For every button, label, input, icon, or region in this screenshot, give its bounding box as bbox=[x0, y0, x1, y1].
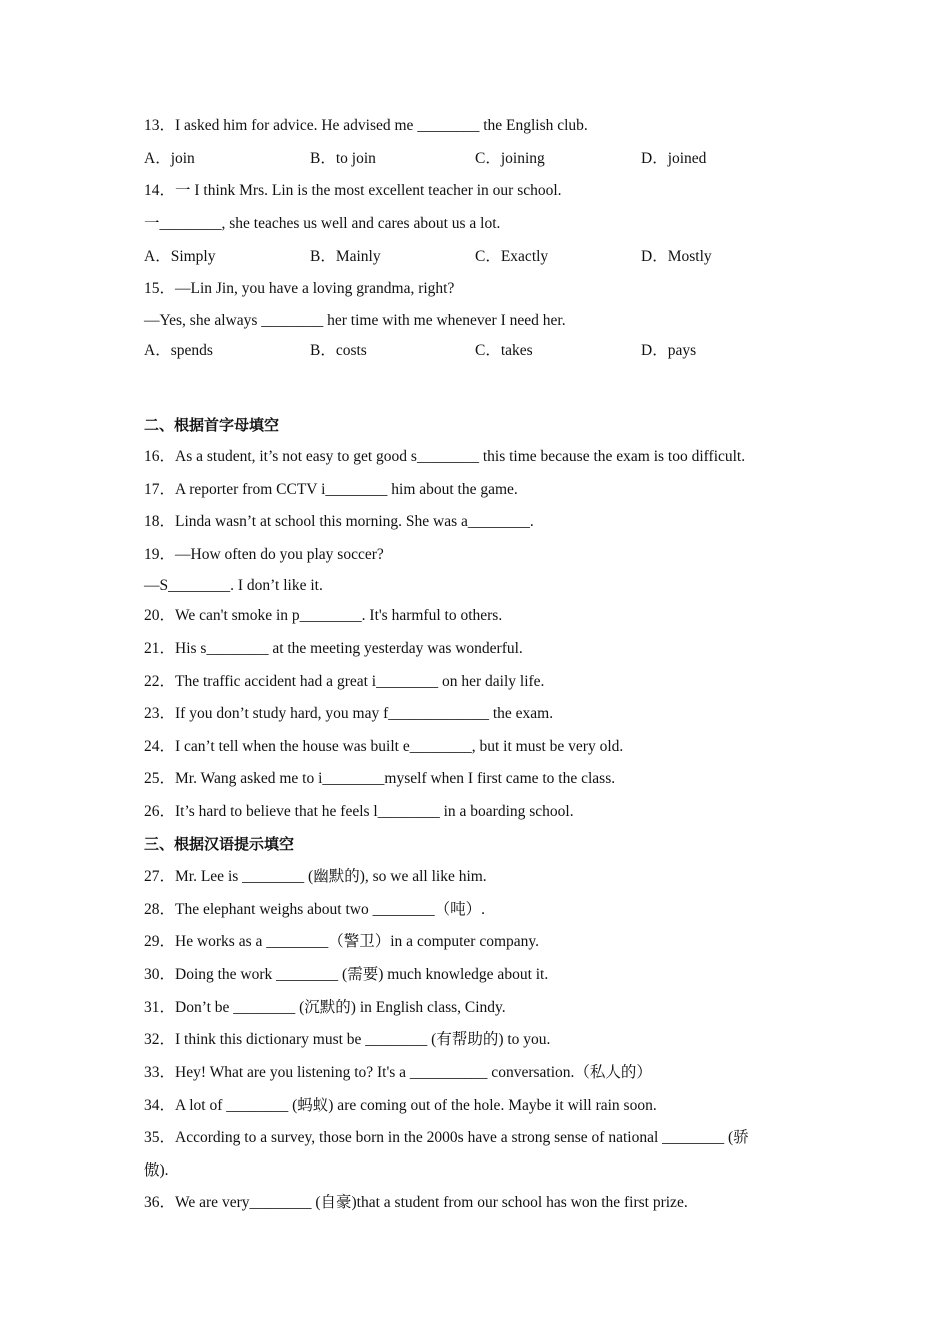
question-15-stem: 15．—Lin Jin, you have a loving grandma, right? bbox=[144, 280, 455, 297]
question-26: 26．It’s hard to believe that he feels l________ in a boarding school. bbox=[144, 803, 574, 820]
question-19-answer-line: —S________. I don’t like it. bbox=[144, 577, 323, 594]
question-34: 34．A lot of ________ (蚂蚁) are coming out of the hole. Maybe it will rain soon. bbox=[144, 1097, 657, 1114]
question-19: 19．—How often do you play soccer? bbox=[144, 546, 384, 563]
question-29: 29．He works as a ________（警卫）in a computer company. bbox=[144, 933, 540, 950]
question-20: 20．We can't smoke in p________. It's harmful to others. bbox=[144, 607, 503, 624]
q14-option-d: D．Mostly bbox=[641, 248, 712, 265]
question-32: 32．I think this dictionary must be ________ (有帮助的) to you. bbox=[144, 1031, 551, 1048]
q15-option-a: A．spends bbox=[144, 342, 213, 359]
q14-option-b: B．Mainly bbox=[310, 248, 381, 265]
question-13-stem: 13．I asked him for advice. He advised me ________ the English club. bbox=[144, 117, 588, 134]
section-2-title: 二、根据首字母填空 bbox=[144, 416, 280, 434]
question-17: 17．A reporter from CCTV i________ him about the game. bbox=[144, 481, 518, 498]
q13-option-c: C．joining bbox=[475, 150, 545, 167]
question-18: 18．Linda wasn’t at school this morning. She was a________. bbox=[144, 513, 534, 530]
question-15-stem-2: —Yes, she always ________ her time with me whenever I need her. bbox=[144, 312, 566, 329]
question-27: 27．Mr. Lee is ________ (幽默的), so we all like him. bbox=[144, 868, 487, 885]
q14-option-c: C．Exactly bbox=[475, 248, 549, 265]
question-33: 33．Hey! What are you listening to? It's a __________ conversation.（私人的） bbox=[144, 1064, 652, 1081]
question-14-stem-2: 一________, she teaches us well and cares about us a lot. bbox=[144, 215, 501, 232]
q13-option-a: A．join bbox=[144, 150, 195, 167]
q15-option-b: B．costs bbox=[310, 342, 367, 359]
q13-option-b: B．to join bbox=[310, 150, 376, 167]
q13-option-d: D．joined bbox=[641, 150, 707, 167]
q15-option-d: D．pays bbox=[641, 342, 697, 359]
question-16: 16．As a student, it’s not easy to get good s________ this time because the exam is too difficult. bbox=[144, 448, 746, 465]
question-14-stem: 14．一 I think Mrs. Lin is the most excellent teacher in our school. bbox=[144, 182, 562, 199]
question-24: 24．I can’t tell when the house was built e________, but it must be very old. bbox=[144, 738, 624, 755]
question-21: 21．His s________ at the meeting yesterday was wonderful. bbox=[144, 640, 523, 657]
q14-option-a: A．Simply bbox=[144, 248, 216, 265]
section-3-title: 三、根据汉语提示填空 bbox=[144, 835, 295, 853]
question-23: 23．If you don’t study hard, you may f_____________ the exam. bbox=[144, 705, 554, 722]
question-22: 22．The traffic accident had a great i________ on her daily life. bbox=[144, 673, 545, 690]
question-31: 31．Don’t be ________ (沉默的) in English class, Cindy. bbox=[144, 999, 506, 1016]
question-35-continued: 傲). bbox=[144, 1162, 169, 1179]
q15-option-c: C．takes bbox=[475, 342, 533, 359]
question-35: 35．According to a survey, those born in the 2000s have a strong sense of national ________ (骄 bbox=[144, 1129, 749, 1146]
question-25: 25．Mr. Wang asked me to i________myself when I first came to the class. bbox=[144, 770, 616, 787]
question-36: 36．We are very________ (自豪)that a student from our school has won the first prize. bbox=[144, 1194, 688, 1211]
question-30: 30．Doing the work ________ (需要) much knowledge about it. bbox=[144, 966, 549, 983]
question-28: 28．The elephant weighs about two ________（吨）. bbox=[144, 901, 485, 918]
